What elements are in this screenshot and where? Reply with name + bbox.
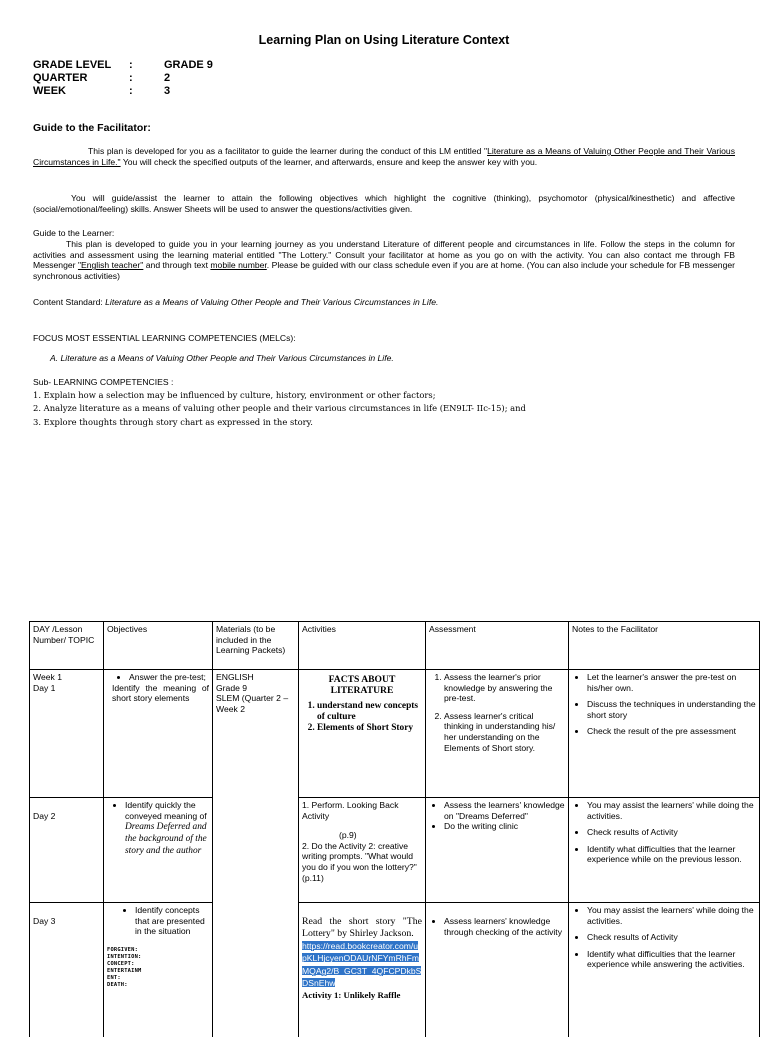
learner-text-c: . Please be guided with our class schedule even if you are at home. (You can also include your schedule for FB messenger synchronous activities) (33, 260, 735, 281)
assessment-cell (426, 798, 569, 903)
day-cell (30, 903, 104, 1037)
quarter-label: QUARTER (33, 72, 87, 85)
term-forgiven: FORGIVEN: (107, 947, 209, 954)
list-item: • Identify what difficulties that the learner experience while on the previous lesson. (587, 844, 756, 865)
sub-competency-item: 3. Explore thoughts through story chart as expressed in the story. (33, 416, 526, 429)
objectives-cell (104, 670, 213, 798)
activities-cell (299, 670, 426, 798)
quarter-colon: : (129, 72, 133, 85)
list-item: 2. Elements of Short Story (317, 723, 422, 734)
facilitator-text-b: You will check the specified outputs of the learner, and afterwards, ensure and keep the answer key with you. (121, 157, 538, 167)
term-concept: CONCEPT: (107, 961, 209, 968)
list-item (125, 800, 209, 857)
list-item: • Assess the learners' knowledge on "Dreams Deferred" (444, 800, 565, 821)
list-item: • Do the writing clinic (444, 821, 565, 832)
lm-title-link: Literature as a Means of Valuing Other People and Their Various Circumstances in Life." (33, 146, 735, 167)
header-notes: Notes to the Facilitator (569, 622, 760, 670)
objectives-cell (104, 798, 213, 903)
week-value: 3 (164, 85, 170, 98)
sub-competencies-list (33, 389, 526, 429)
activity-1: 1. Perform. Looking Back Activity (302, 800, 422, 821)
melc-item-a: A. Literature as a Means of Valuing Other People and Their Various Circumstances in Life. (50, 353, 394, 364)
objective-text: Identify quickly the conveyed meaning of (125, 800, 207, 821)
melc-heading: FOCUS MOST ESSENTIAL LEARNING COMPETENCIES (MELCs): (33, 333, 296, 344)
learner-text-a: This plan is developed to guide you in your learning journey as you understand Literature of different people and circumstances in life. Follow the steps in the column for activities and assessment using the learning material entitled "The Lottery." Consult your facilitator at home as you go on with the activity. You can also contact me through FB Messenger (33, 239, 735, 270)
term-ent: ENT: (107, 975, 209, 982)
story-link[interactable]: https://read.bookcreator.com/upKLHjcyenODAUrNFYmRhFmMQAg2/B_GC3T_4QFCPDkbSDSnEhw (302, 941, 421, 988)
header-materials: Materials (to be included in the Learning Packets) (213, 622, 299, 670)
content-standard-label: Content Standard: (33, 297, 105, 307)
mobile-number: mobile number (210, 260, 266, 270)
table-header-row (30, 622, 760, 670)
concept-terms (107, 947, 209, 989)
notes-cell (569, 903, 760, 1037)
header-objectives: Objectives (104, 622, 213, 670)
learner-paragraph (33, 239, 735, 281)
list-item: • Check the result of the pre assessment (587, 726, 756, 737)
grade-level-colon: : (129, 59, 133, 72)
header-day: DAY /Lesson Number/ TOPIC (30, 622, 104, 670)
objective-italic-text: Dreams Deferred and the background of the story and the author (125, 822, 207, 856)
objective-text: Identify the meaning of short story elements (107, 683, 209, 704)
day-label: Day 3 (33, 916, 100, 927)
activity-page: (p.9) (339, 830, 422, 841)
assessment-cell (426, 903, 569, 1037)
activity-read-story: Read the short story "The Lottery" by Shirley Jackson. (302, 916, 422, 940)
list-item: • Discuss the techniques in understanding the short story (587, 699, 756, 720)
guide-facilitator-heading: Guide to the Facilitator: (33, 122, 151, 134)
list-item: 1. Assess the learner's prior knowledge by answering the pre-test. (444, 672, 565, 704)
list-item: • Check results of Activity (587, 932, 756, 943)
week-label: WEEK (33, 85, 66, 98)
page-title: Learning Plan on Using Literature Context (0, 33, 768, 47)
list-item: • You may assist the learners' while doing the activities. (587, 905, 756, 926)
story-link-wrap (302, 940, 422, 990)
notes-cell (569, 798, 760, 903)
activity-2: 2. Do the Activity 2: creative writing prompts. "What would you do if you won the lottery?" (p.11) (302, 841, 422, 883)
fb-messenger-name: "English teacher" (78, 260, 143, 270)
header-activities: Activities (299, 622, 426, 670)
learner-text-b: and through text (143, 260, 210, 270)
term-intention: INTENTION: (107, 954, 209, 961)
term-death: DEATH: (107, 982, 209, 989)
content-standard-text: Literature as a Means of Valuing Other People and Their Various Circumstances in Life. (105, 297, 438, 307)
guide-learner-heading: Guide to the Learner: (33, 228, 114, 239)
assessment-cell (426, 670, 569, 798)
header-assessment: Assessment (426, 622, 569, 670)
list-item: • Let the learner's answer the pre-test on his/her own. (587, 672, 756, 693)
facilitator-paragraph-1 (33, 146, 735, 167)
activities-cell (299, 798, 426, 903)
sub-competencies-heading: Sub- LEARNING COMPETENCIES : (33, 377, 173, 388)
notes-cell (569, 670, 760, 798)
sub-competency-item: 1. Explain how a selection may be influenced by culture, history, environment or other factors; (33, 389, 526, 402)
activities-cell (299, 903, 426, 1037)
list-item: • You may assist the learners' while doing the activities. (587, 800, 756, 821)
day-cell (30, 798, 104, 903)
facilitator-text-a: This plan is developed for you as a facilitator to guide the learner during the conduct of this LM entitled " (88, 146, 487, 156)
grade-level-label: GRADE LEVEL (33, 59, 111, 72)
content-standard (33, 297, 438, 308)
list-item: • Assess learners' knowledge through checking of the activity (444, 916, 565, 937)
table-row (30, 670, 760, 798)
list-item: 1. understand new concepts of culture (317, 701, 422, 723)
list-item: • Answer the pre-test; (129, 672, 209, 683)
activity-title: FACTS ABOUT LITERATURE (302, 674, 422, 696)
learning-plan-table (29, 621, 760, 1037)
table-row (30, 798, 760, 903)
objectives-cell (104, 903, 213, 1037)
day-label: Day 2 (33, 811, 100, 822)
facilitator-paragraph-2: You will guide/assist the learner to attain the following objectives which highlight the cognitive (thinking), psychomotor (physical/kinesthetic) and affective (social/emotional/feeling) skills. Answer Sheets will be used to answer the questions/activities given. (33, 193, 735, 214)
materials-cell: ENGLISH Grade 9 SLEM (Quarter 2 – Week 2 (213, 670, 299, 1037)
sub-competency-item: 2. Analyze literature as a means of valuing other people and their various circumstances in life (EN9LT- IIc-15); and (33, 402, 526, 415)
day-cell: Week 1 Day 1 (30, 670, 104, 798)
grade-level-value: GRADE 9 (164, 59, 213, 72)
week-colon: : (129, 85, 133, 98)
quarter-value: 2 (164, 72, 170, 85)
list-item: 2. Assess learner's critical thinking in understanding his/ her understanding on the Elements of Short story. (444, 711, 565, 753)
term-entertainment: ENTERTAINM (107, 968, 209, 975)
list-item: • Check results of Activity (587, 827, 756, 838)
grade-info (33, 59, 333, 99)
list-item: • Identify concepts that are presented in the situation (135, 905, 209, 937)
list-item: • Identify what difficulties that the learner experience while answering the activities. (587, 949, 756, 970)
activity-unlikely-raffle: Activity 1: Unlikely Raffle (302, 990, 422, 1000)
table-row (30, 903, 760, 1037)
